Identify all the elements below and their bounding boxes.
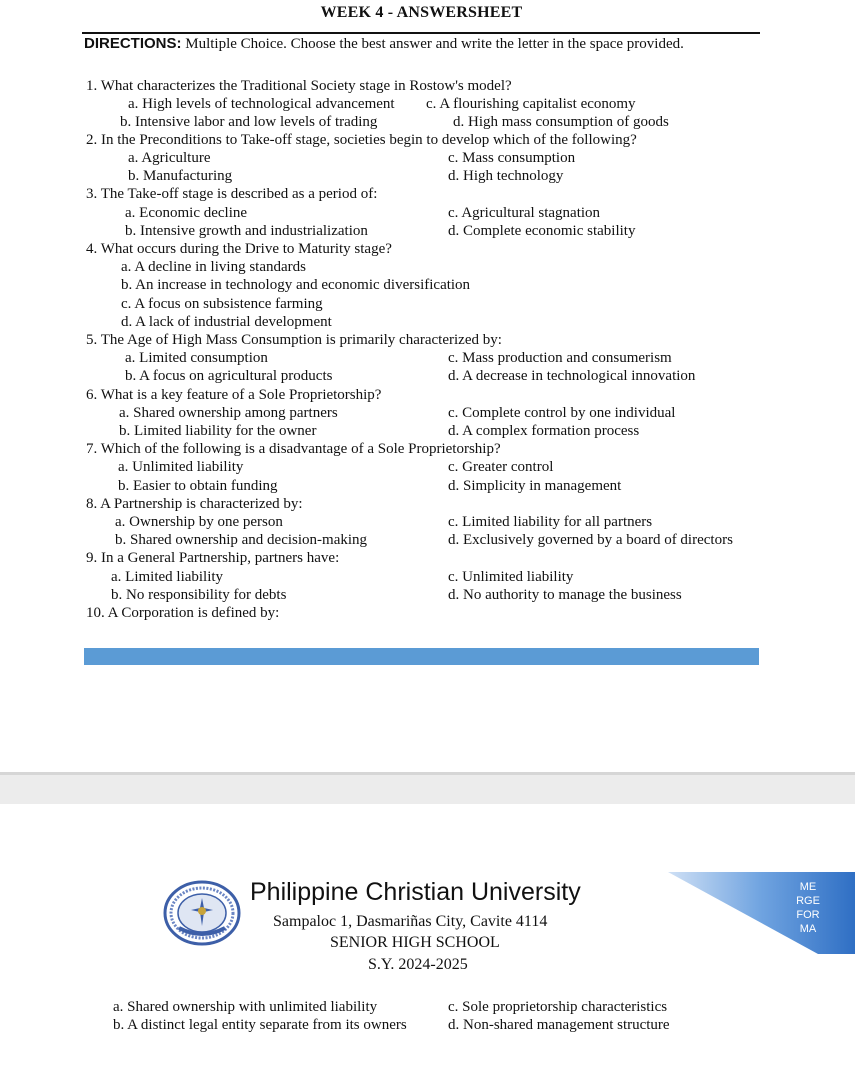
q2-option-b: b. Manufacturing	[128, 168, 233, 184]
q4-option-c: c. A focus on subsistence farming	[121, 296, 323, 312]
page-title: WEEK 4 - ANSWERSHEET	[320, 4, 523, 21]
q3-option-a: a. Economic decline	[125, 205, 248, 221]
q8-option-b: b. Shared ownership and decision-making	[115, 532, 368, 548]
q9-option-d: d. No authority to manage the business	[448, 587, 682, 603]
q3-option-c: c. Agricultural stagnation	[448, 205, 601, 221]
q10-option-a: a. Shared ownership with unlimited liability	[113, 999, 378, 1015]
question-8: 8. A Partnership is characterized by:	[86, 496, 303, 512]
university-address: Sampaloc 1, Dasmariñas City, Cavite 4114	[273, 913, 548, 930]
banner-line-1: ME	[799, 881, 817, 893]
banner-text	[788, 880, 828, 936]
page-break	[0, 772, 855, 804]
q9-option-a: a. Limited liability	[111, 569, 224, 585]
q7-option-c: c. Greater control	[448, 459, 554, 475]
q10-option-c: c. Sole proprietorship characteristics	[448, 999, 668, 1015]
question-7: 7. Which of the following is a disadvantage of a Sole Proprietorship?	[86, 441, 501, 457]
blue-bar	[84, 648, 759, 665]
q5-option-b: b. A focus on agricultural products	[125, 368, 333, 384]
question-4: 4. What occurs during the Drive to Maturity stage?	[86, 241, 392, 257]
school-level: SENIOR HIGH SCHOOL	[330, 934, 500, 951]
q3-option-b: b. Intensive growth and industrialization	[125, 223, 368, 239]
directions-lead: DIRECTIONS:	[84, 35, 182, 52]
q1-option-d: d. High mass consumption of goods	[453, 114, 669, 130]
q10-option-d: d. Non-shared management structure	[448, 1017, 670, 1033]
banner-line-2: RGE	[796, 895, 820, 907]
q5-option-c: c. Mass production and consumerism	[448, 350, 672, 366]
directions-text: Multiple Choice. Choose the best answer and write the letter in the space provided.	[185, 36, 684, 52]
page-break-shadow	[0, 772, 855, 775]
question-1: 1. What characterizes the Traditional Society stage in Rostow's model?	[86, 78, 512, 94]
q1-option-c: c. A flourishing capitalist economy	[426, 96, 636, 112]
university-name: Philippine Christian University	[250, 878, 581, 906]
q9-option-b: b. No responsibility for debts	[111, 587, 287, 603]
directions	[84, 35, 684, 53]
q5-option-d: d. A decrease in technological innovation	[448, 368, 696, 384]
q5-option-a: a. Limited consumption	[125, 350, 268, 366]
q2-option-d: d. High technology	[448, 168, 564, 184]
q7-option-a: a. Unlimited liability	[118, 459, 244, 475]
q7-option-b: b. Easier to obtain funding	[118, 478, 278, 494]
banner-line-4: MA	[799, 923, 817, 935]
q6-option-d: d. A complex formation process	[448, 423, 640, 439]
q6-option-a: a. Shared ownership among partners	[119, 405, 338, 421]
question-9: 9. In a General Partnership, partners have:	[86, 550, 340, 566]
q1-option-a: a. High levels of technological advancement	[128, 96, 395, 112]
q6-option-c: c. Complete control by one individual	[448, 405, 676, 421]
q8-option-a: a. Ownership by one person	[115, 514, 283, 530]
q8-option-c: c. Limited liability for all partners	[448, 514, 653, 530]
question-10: 10. A Corporation is defined by:	[86, 605, 280, 621]
q4-option-d: d. A lack of industrial development	[121, 314, 332, 330]
question-2: 2. In the Preconditions to Take-off stage, societies begin to develop which of the following?	[86, 132, 637, 148]
question-3: 3. The Take-off stage is described as a period of:	[86, 186, 378, 202]
question-6: 6. What is a key feature of a Sole Proprietorship?	[86, 387, 382, 403]
question-5: 5. The Age of High Mass Consumption is primarily characterized by:	[86, 332, 502, 348]
q1-option-b: b. Intensive labor and low levels of trading	[120, 114, 378, 130]
q10-option-b: b. A distinct legal entity separate from its owners	[113, 1017, 407, 1033]
q3-option-d: d. Complete economic stability	[448, 223, 636, 239]
q2-option-c: c. Mass consumption	[448, 150, 576, 166]
q2-option-a: a. Agriculture	[128, 150, 211, 166]
q9-option-c: c. Unlimited liability	[448, 569, 574, 585]
q4-option-b: b. An increase in technology and economic diversification	[121, 277, 471, 293]
university-seal-icon	[163, 880, 241, 946]
q4-option-a: a. A decline in living standards	[121, 259, 306, 275]
q8-option-d: d. Exclusively governed by a board of directors	[448, 532, 733, 548]
q7-option-d: d. Simplicity in management	[448, 478, 622, 494]
title-rule	[82, 32, 760, 34]
q6-option-b: b. Limited liability for the owner	[119, 423, 317, 439]
banner-line-3: FOR	[796, 909, 820, 921]
school-year: S.Y. 2024-2025	[368, 956, 468, 973]
